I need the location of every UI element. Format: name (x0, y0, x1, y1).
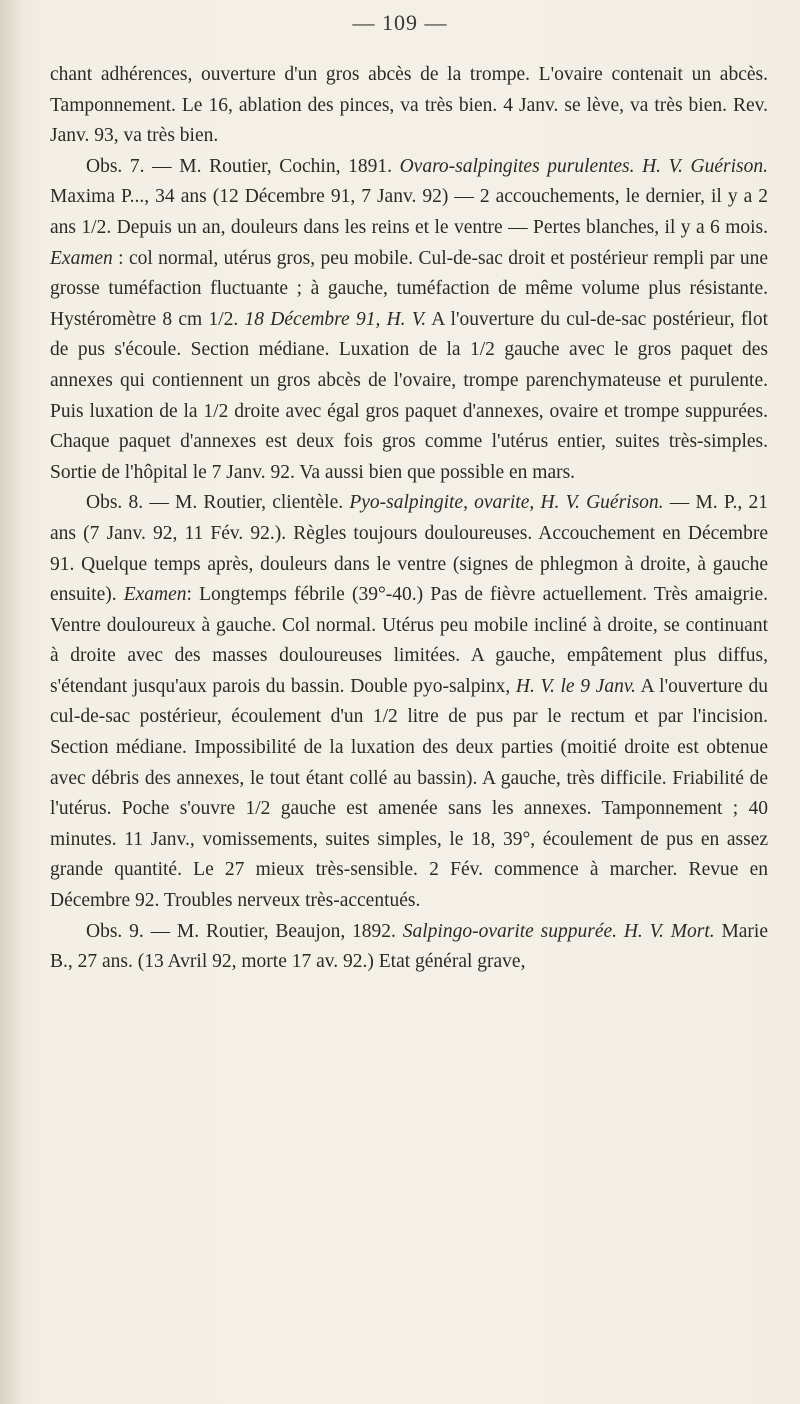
text-run: Obs. 7. — M. Routier, Cochin, 1891. (86, 155, 400, 177)
text-run: Obs. 9. — M. Routier, Beaujon, 1892. (86, 920, 403, 942)
text-run: A l'ouverture du cul-de-sac postérieur, flot de pus s'écoule. Section médiane. Luxation de la 1/2 gauche avec le gros paquet des annexes qui contiennent un gros abcès de l'ovaire, trompe parenchymateuse et purulente. Puis luxation de la 1/2 droite avec égal gros paquet d'annexes, ovaire et trompe suppurées. Chaque paquet d'annexes est deux fois gros comme l'utérus entier, suites très-simples. Sortie de l'hôpital le 7 Janv. 92. Va aussi bien que possible en mars. (50, 308, 768, 483)
italic-text-run: Pyo-salpingite, ovarite, H. V. Guérison. (349, 492, 664, 514)
page-gutter-shadow (0, 0, 22, 1404)
body-text (50, 60, 768, 978)
text-run: A l'ouverture du cul-de-sac postérieur, écoulement d'un 1/2 litre de pus par le rectum et par l'incision. Section médiane. Impossibilité de la luxation des deux parties (moitié droite est obtenue avec débris des annexes, le tout étant collé au bassin). A gauche, très difficile. Friabilité de l'utérus. Poche s'ouvre 1/2 gauche est amenée sans les annexes. Tamponnement ; 40 minutes. 11 Janv., vomissements, suites simples, le 18, 39°, écoulement de pus en assez grande quantité. Le 27 mieux très-sensible. 2 Fév. commence à marcher. Revue en Décembre 92. Troubles nerveux très-accentués. (50, 675, 768, 912)
observation-7 (50, 152, 768, 489)
text-run: Marie B., 27 ans. (13 Avril 92, morte 17 av. 92.) Etat général grave, (50, 920, 768, 973)
text-run: — M. P., 21 ans (7 Janv. 92, 11 Fév. 92.). Règles toujours douloureuses. Accouchement en Décembre 91. Quelque temps après, douleurs dans le ventre (signes de phlegmon à droite, à gauche ensuite). (50, 492, 768, 606)
text-run: Obs. 8. — M. Routier, clientèle. (86, 492, 350, 514)
italic-text-run: Ovaro-salpingites purulentes. H. V. Guérison. (399, 155, 768, 177)
observation-8 (50, 488, 768, 916)
italic-text-run: Salpingo-ovarite suppurée. H. V. Mort. (402, 920, 715, 942)
paragraph-continued (50, 60, 768, 152)
italic-text-run: 18 Décembre 91, H. V. (244, 308, 427, 330)
text-run: : Longtemps fébrile (39°-40.) Pas de fièvre actuellement. Très amaigrie. Ventre douloureux à gauche. Col normal. Utérus peu mobile incliné à droite, se continuant à droite avec des masses douloureuses limitées. A gauche, empâtement plus diffus, s'étendant jusqu'aux parois du bassin. Double pyo-salpinx, (50, 584, 768, 697)
text-run: Maxima P..., 34 ans (12 Décembre 91, 7 Janv. 92) — 2 accouchements, le dernier, il y a 2 ans 1/2. Depuis un an, douleurs dans les reins et le ventre — Pertes blanches, il y a 6 mois. (50, 186, 768, 238)
italic-text-run: Examen (50, 247, 113, 269)
italic-text-run: H. V. le 9 Janv. (515, 675, 636, 697)
text-run: : col normal, utérus gros, peu mobile. Cul-de-sac droit et postérieur rempli par une grosse tuméfaction fluctuante ; à gauche, tuméfaction de même volume plus résistante. Hystéromètre 8 cm 1/2. (50, 247, 768, 330)
italic-text-run: Examen (123, 584, 187, 606)
observation-9 (50, 917, 768, 978)
text-run: chant adhérences, ouverture d'un gros abcès de la trompe. L'ovaire contenait un abcès. Tamponnement. Le 16, ablation des pinces, va très bien. 4 Janv. se lève, va très bien. Rev. Janv. 93, va très bien. (50, 64, 768, 147)
page-number: — 109 — (352, 10, 448, 35)
